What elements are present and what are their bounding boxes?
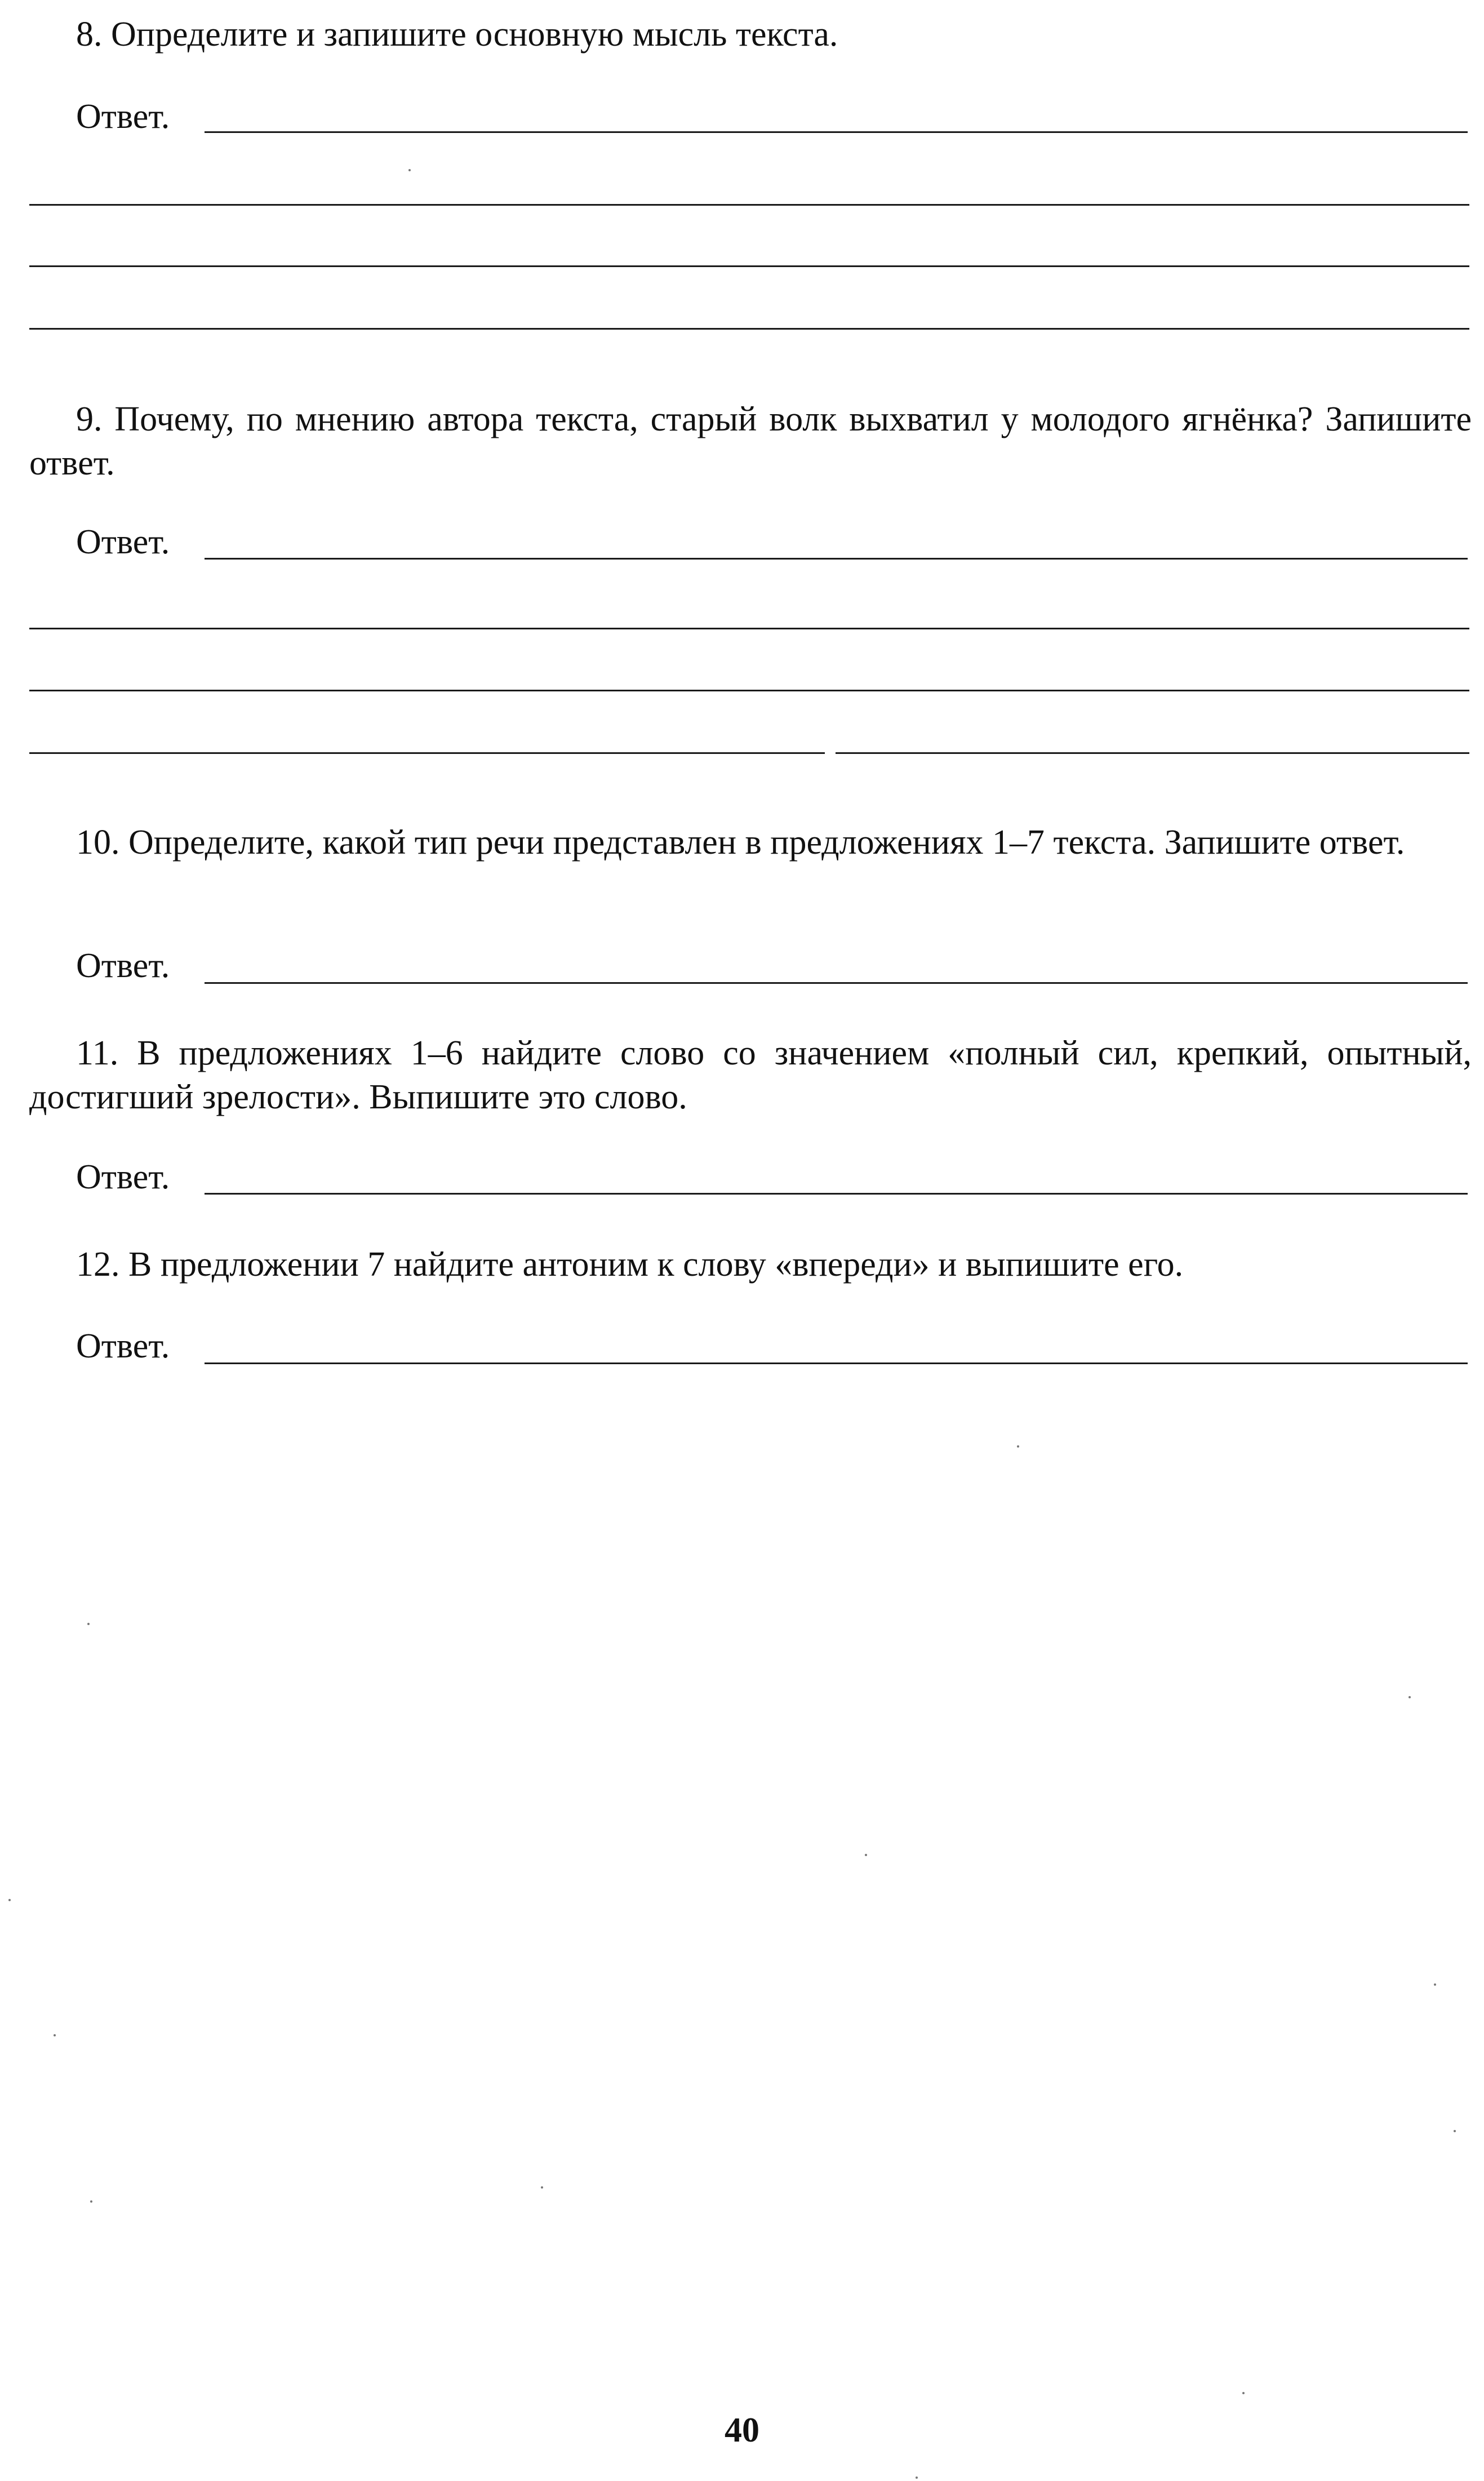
question-10-text: 10. Определите, какой тип речи представлен в предложениях 1–7 текста. Запишите ответ. bbox=[76, 823, 1405, 862]
scan-speck bbox=[541, 2186, 543, 2189]
question-8-answer-label: Ответ. bbox=[76, 97, 170, 136]
question-10-answer-line[interactable] bbox=[205, 982, 1468, 984]
question-9-extra-line-3a[interactable] bbox=[29, 752, 825, 754]
scan-speck bbox=[90, 2200, 92, 2203]
scan-speck bbox=[1017, 1445, 1019, 1448]
scan-speck bbox=[1242, 2392, 1245, 2394]
question-8-extra-line-3[interactable] bbox=[29, 328, 1469, 330]
question-10-answer-label: Ответ. bbox=[76, 947, 170, 985]
question-9-extra-line-2[interactable] bbox=[29, 690, 1469, 691]
scan-speck bbox=[1454, 2130, 1456, 2132]
question-12-answer-label: Ответ. bbox=[76, 1327, 170, 1365]
question-11-answer-line[interactable] bbox=[205, 1193, 1468, 1195]
question-9-answer-line[interactable] bbox=[205, 558, 1468, 560]
question-9-extra-line-1[interactable] bbox=[29, 628, 1469, 629]
question-8-answer-line[interactable] bbox=[205, 131, 1468, 133]
question-9-text: 9. Почему, по мнению автора текста, старый волк выхватил у молодого ягнёнка? Запишите ответ. bbox=[29, 400, 1472, 482]
scan-speck bbox=[1434, 1983, 1436, 1986]
scan-speck bbox=[54, 2034, 56, 2036]
question-8-text: 8. Определите и запишите основную мысль текста. bbox=[76, 15, 838, 54]
page-number: 40 bbox=[725, 2411, 759, 2449]
question-11-answer-label: Ответ. bbox=[76, 1158, 170, 1196]
scan-speck bbox=[408, 169, 411, 171]
question-9-extra-line-3b[interactable] bbox=[836, 752, 1469, 754]
question-12-text: 12. В предложении 7 найдите антоним к слову «впереди» и выпишите его. bbox=[76, 1245, 1184, 1284]
scan-speck bbox=[865, 1854, 867, 1856]
question-11-text: 11. В предложениях 1–6 найдите слово со значением «полный сил, крепкий, опытный, достигший зрелости». Выпишите это слово. bbox=[29, 1034, 1472, 1116]
question-9-answer-label: Ответ. bbox=[76, 523, 170, 561]
scan-speck bbox=[8, 1899, 11, 1901]
question-12-answer-line[interactable] bbox=[205, 1362, 1468, 1364]
scan-speck bbox=[916, 2476, 918, 2479]
question-8-extra-line-2[interactable] bbox=[29, 265, 1469, 267]
question-8-extra-line-1[interactable] bbox=[29, 204, 1469, 206]
scan-speck bbox=[87, 1623, 90, 1625]
scan-speck bbox=[1409, 1696, 1411, 1698]
